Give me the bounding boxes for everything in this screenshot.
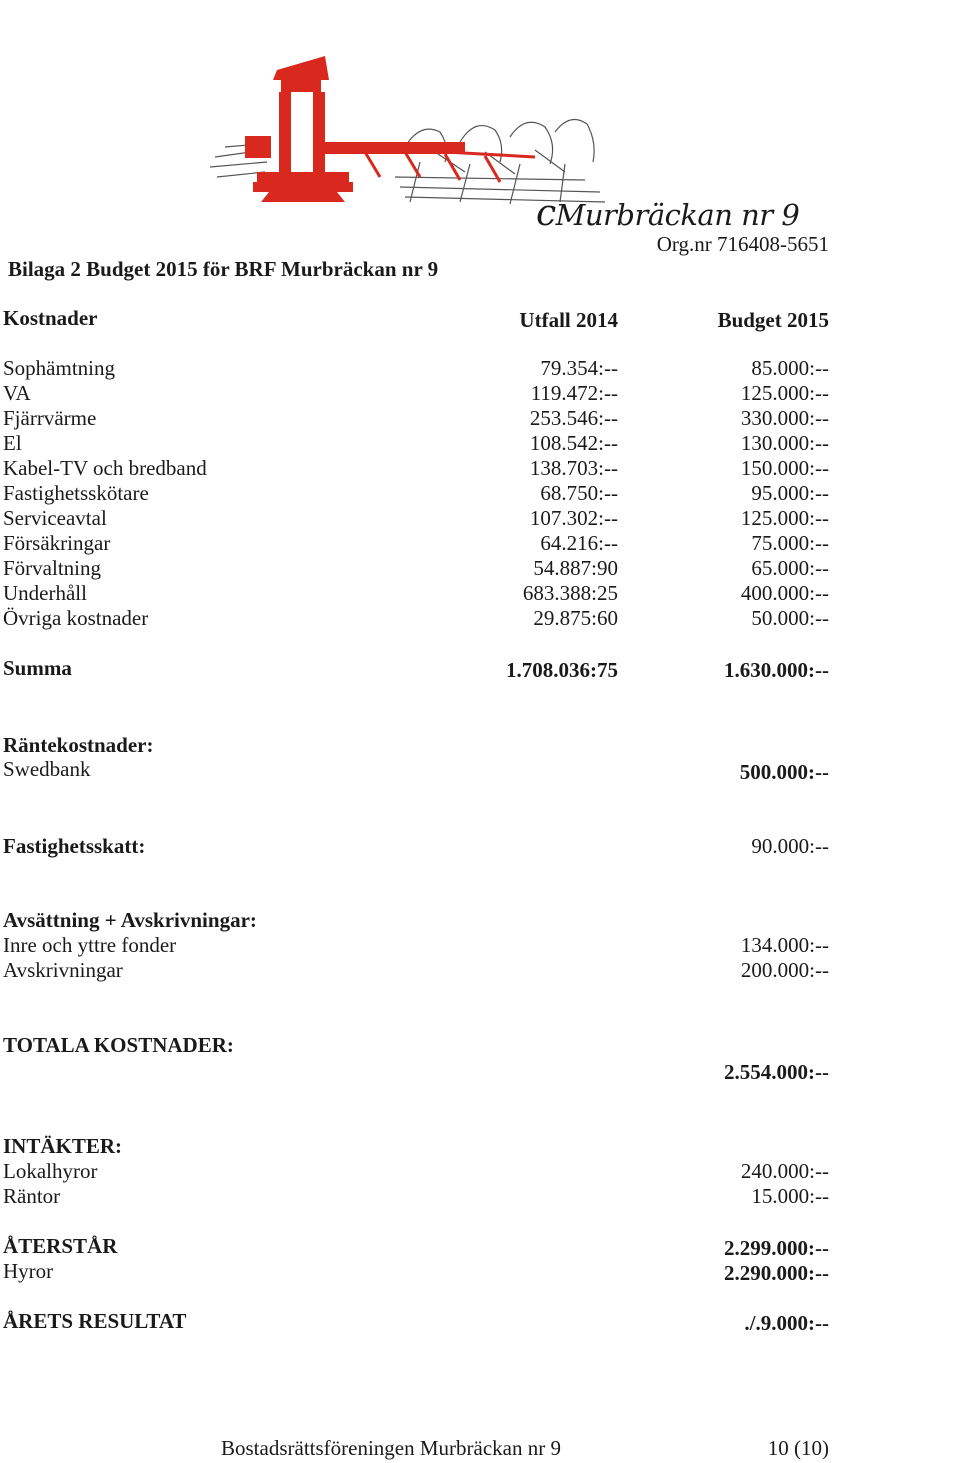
swedbank-value: 500.000:-- [739,760,829,784]
row-label: Fjärrvärme [3,406,97,430]
brand-swash: c [536,193,556,234]
row-budget: 400.000:-- [740,581,829,605]
org-number: Org.nr 716408-5651 [656,232,829,256]
lokalhyror-label: Lokalhyror [3,1159,98,1183]
row-budget: 330.000:-- [740,406,829,430]
row-label: Förvaltning [3,556,101,580]
brand-text: Murbräckan nr 9 [555,198,800,232]
row-label: Fastighetsskötare [3,481,149,505]
row-utfall: 119.472:-- [530,381,618,405]
row-utfall: 68.750:-- [540,481,618,505]
logo-frame-hatching [295,100,311,170]
hyror-label: Hyror [3,1259,54,1283]
rantor-value: 15.000:-- [751,1184,829,1208]
row-label: Underhåll [3,581,87,605]
row-label: Serviceavtal [3,506,107,530]
row-utfall: 29.875:60 [533,606,618,630]
row-utfall: 79.354:-- [540,356,618,380]
row-utfall: 253.546:-- [529,406,618,430]
row-budget: 130.000:-- [740,431,829,455]
fastighetsskatt-value: 90.000:-- [751,834,829,858]
row-budget: 150.000:-- [740,456,829,480]
aterstar-value: 2.299.000:-- [724,1236,829,1260]
hyror-value: 2.290.000:-- [724,1261,829,1285]
row-budget: 95.000:-- [751,481,829,505]
aterstar-heading: ÅTERSTÅR [3,1234,118,1258]
intakter-heading: INTÄKTER: [3,1134,123,1158]
row-budget: 50.000:-- [751,606,829,630]
row-budget: 65.000:-- [751,556,829,580]
arets-resultat-value: ./.9.000:-- [744,1311,829,1335]
row-label: El [3,431,22,455]
footer-page-number: 10 (10) [767,1436,829,1460]
avsattning-heading: Avsättning + Avskrivningar: [3,908,257,932]
row-utfall: 683.388:25 [522,581,618,605]
lokalhyror-value: 240.000:-- [740,1159,829,1183]
avskrivningar-value: 200.000:-- [740,958,829,982]
row-utfall: 64.216:-- [540,531,618,555]
fonder-label: Inre och yttre fonder [3,933,177,957]
row-utfall: 107.302:-- [529,506,618,530]
row-budget: 85.000:-- [751,356,829,380]
avskrivningar-label: Avskrivningar [3,958,123,982]
row-label: Sophämtning [3,356,116,380]
totala-kostnader-value: 2.554.000:-- [724,1060,829,1084]
row-label: VA [3,381,31,405]
swedbank-label: Swedbank [3,757,91,781]
rantor-label: Räntor [3,1184,61,1208]
row-budget: 125.000:-- [740,506,829,530]
row-utfall: 108.542:-- [529,431,618,455]
column-header-budget: Budget 2015 [717,308,829,332]
row-label: Försäkringar [3,531,111,555]
column-header-utfall: Utfall 2014 [519,308,618,332]
kostnader-heading: Kostnader [3,306,98,330]
rantekostnader-heading: Räntekostnader: [3,733,154,757]
summa-utfall: 1.708.036:75 [506,658,618,682]
row-budget: 75.000:-- [751,531,829,555]
summa-budget: 1.630.000:-- [724,658,829,682]
document-title: Bilaga 2 Budget 2015 för BRF Murbräckan nr 9 [8,257,439,281]
row-label: Kabel-TV och bredband [3,456,207,480]
row-label: Övriga kostnader [3,606,149,630]
row-utfall: 54.887:90 [533,556,618,580]
brand-name [536,193,799,234]
row-budget: 125.000:-- [740,381,829,405]
row-utfall: 138.703:-- [529,456,618,480]
summa-label: Summa [3,656,72,680]
footer-organization: Bostadsrättsföreningen Murbräckan nr 9 [221,1436,561,1460]
fastighetsskatt-heading: Fastighetsskatt: [3,834,146,858]
totala-kostnader-heading: TOTALA KOSTNADER: [3,1033,234,1057]
arets-resultat-heading: ÅRETS RESULTAT [3,1309,187,1333]
fonder-value: 134.000:-- [740,933,829,957]
